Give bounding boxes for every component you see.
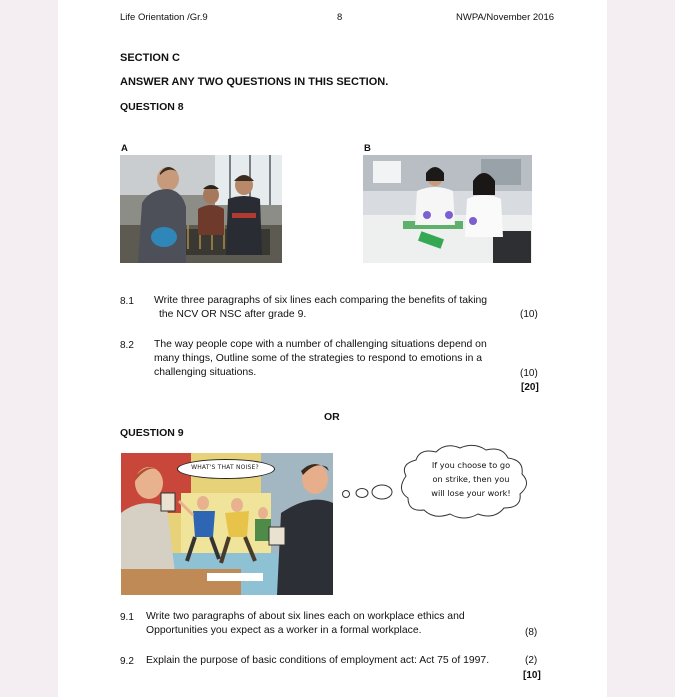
section-title: SECTION C	[120, 52, 180, 64]
question-8-1-marks: (10)	[520, 309, 538, 320]
question-9-2-text: Explain the purpose of basic conditions of employment act: Act 75 of 1997.	[146, 655, 490, 666]
comic-speech-text: WHAT'S THAT NOISE?	[191, 464, 259, 471]
question-8-1-text-line-2: the NCV OR NSC after grade 9.	[159, 309, 307, 320]
question-8-1-number: 8.1	[120, 296, 134, 307]
question-9-1-number: 9.1	[120, 612, 134, 623]
cloud-text-line-1: If you choose to go	[431, 460, 511, 470]
question-9-1-text-line-2: Opportunities you expect as a worker in a formal workplace.	[146, 625, 422, 636]
question-9-2-number: 9.2	[120, 656, 134, 667]
question-8-2-text-line-2: many things, Outline some of the strategies to respond to emotions in a	[154, 353, 483, 364]
question-8-title: QUESTION 8	[120, 101, 184, 113]
section-instruction: ANSWER ANY TWO QUESTIONS IN THIS SECTION.	[120, 76, 389, 88]
laboratory-photo	[363, 155, 532, 263]
question-8-2-number: 8.2	[120, 340, 134, 351]
header-subject: Life Orientation /Gr.9	[120, 12, 208, 23]
cloud-text-line-2: on strike, then you	[432, 474, 510, 484]
question-8-1-text-line-1: Write three paragraphs of six lines each comparing the benefits of taking	[154, 295, 488, 306]
question-8-2-marks: (10)	[520, 368, 538, 379]
question-9-2-marks: (2)	[525, 655, 538, 666]
question-9-1-marks: (8)	[525, 627, 538, 638]
question-8-2-text-line-1: The way people cope with a number of challenging situations depend on	[154, 339, 487, 350]
question-8-2-text-line-3: challenging situations.	[154, 367, 257, 378]
image-b-label: B	[364, 143, 371, 154]
header-exam-date: NWPA/November 2016	[456, 12, 555, 23]
document-page	[58, 0, 607, 697]
header-page-number: 8	[337, 12, 343, 23]
question-8-total-marks: [20]	[521, 382, 539, 393]
workshop-photo	[120, 155, 282, 263]
question-9-1-text-line-1: Write two paragraphs of about six lines each on workplace ethics and	[146, 611, 465, 622]
question-9-total-marks: [10]	[523, 670, 541, 681]
question-9-title: QUESTION 9	[120, 427, 184, 439]
cloud-text-line-3: will lose your work!	[431, 488, 511, 498]
or-separator: OR	[324, 411, 340, 423]
image-a-label: A	[121, 143, 128, 154]
comic-workplace-image	[121, 453, 333, 595]
